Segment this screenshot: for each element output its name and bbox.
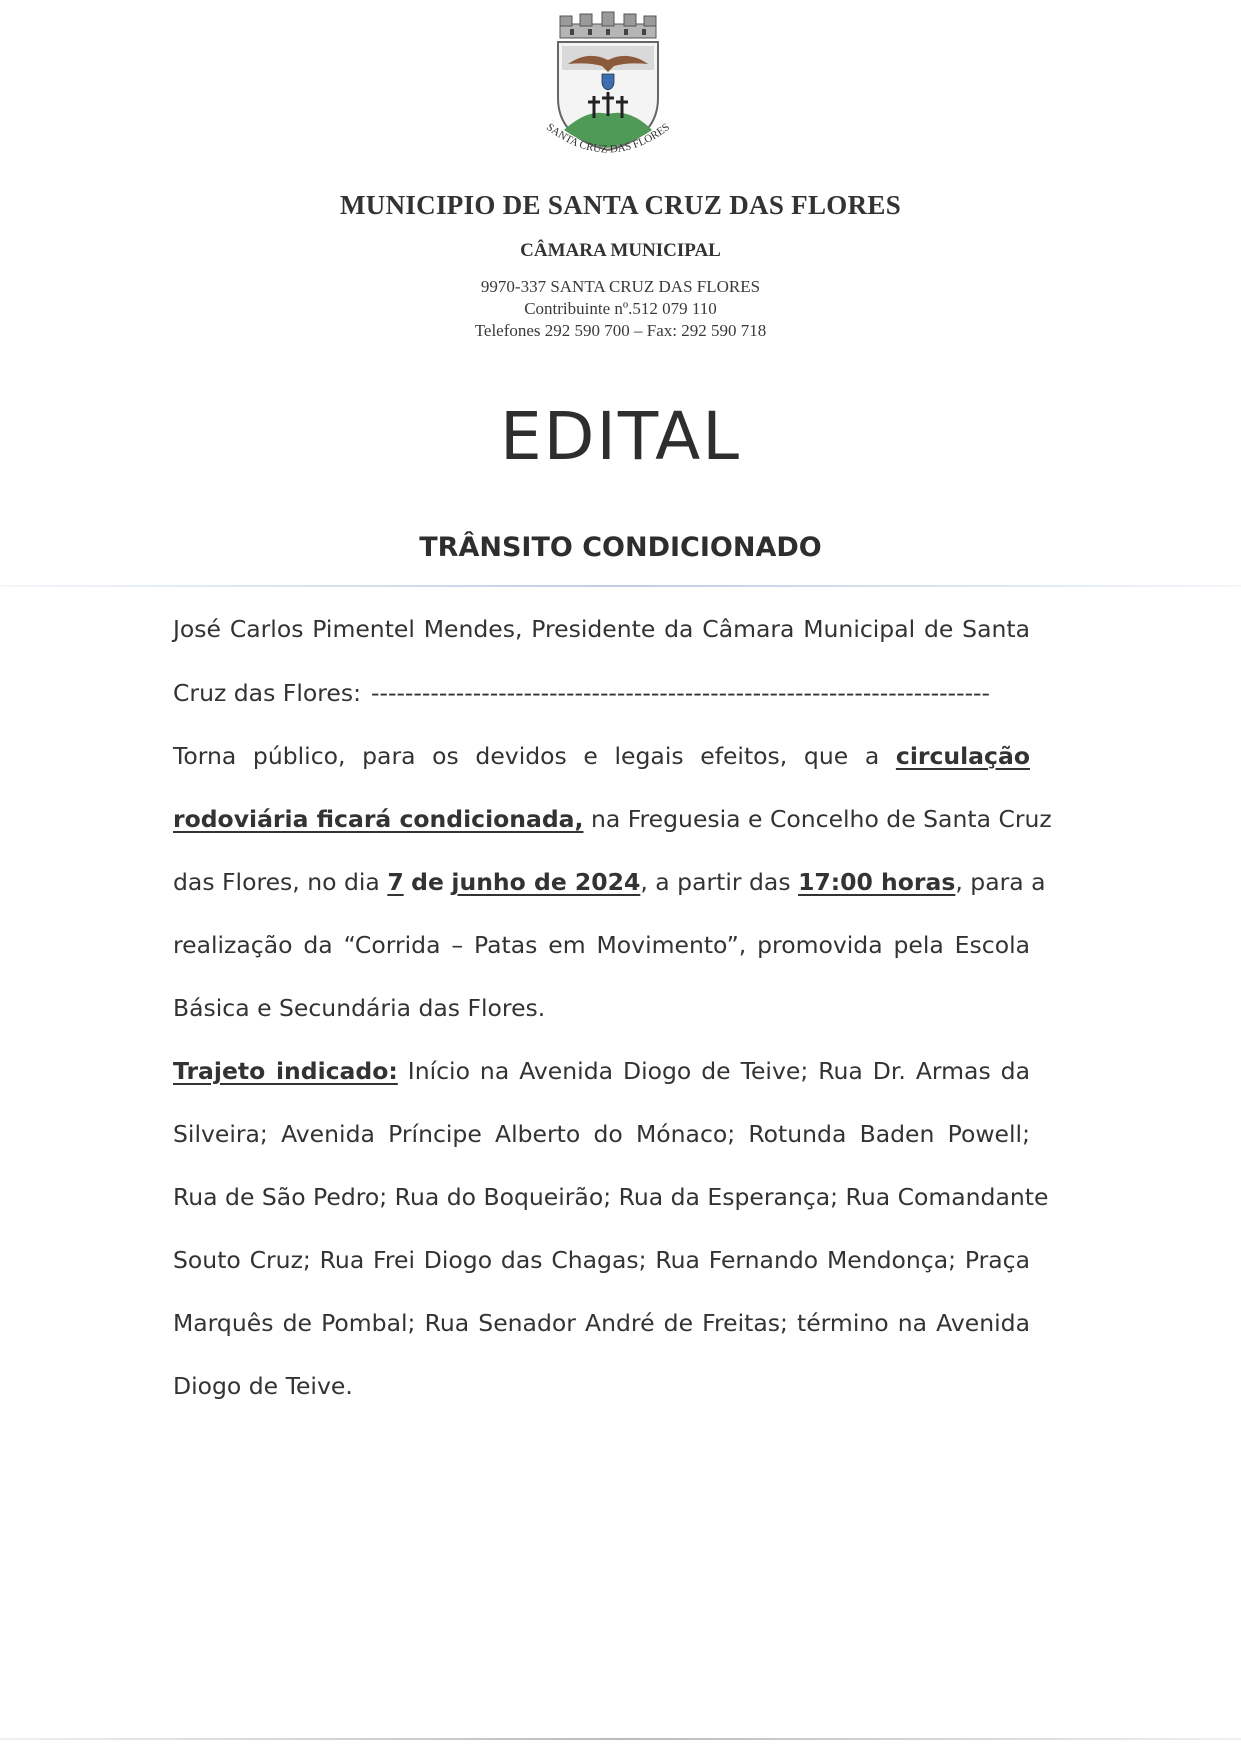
body-line [173, 802, 1052, 836]
crest-motto: SANTA CRUZ DAS FLORES [544, 121, 672, 156]
scan-divider [0, 585, 1241, 587]
body-line: realização da “Corrida – Patas em Movimento”, promovida pela Escola [173, 931, 1030, 959]
document-title: EDITAL [499, 398, 742, 475]
body-text: Cruz das Flores: [173, 679, 361, 707]
body-line: Silveira; Avenida Príncipe Alberto do Mónaco; Rotunda Baden Powell; [173, 1120, 1030, 1148]
body-line [173, 739, 1030, 773]
document-subtitle: TRÂNSITO CONDICIONADO [419, 532, 822, 563]
body-text: na Freguesia e Concelho de Santa Cruz [590, 805, 1052, 833]
body-line [173, 865, 1046, 899]
body-line [173, 1054, 1030, 1088]
route-label: Trajeto indicado: [173, 1057, 398, 1085]
address-line: 9970-337 SANTA CRUZ DAS FLORES [480, 277, 761, 296]
event-date: junho de 2024 [451, 868, 641, 896]
taxpayer-number: Contribuinte nº.512 079 110 [524, 299, 717, 318]
body-line: Souto Cruz; Rua Frei Diogo das Chagas; Rua Fernando Mendonça; Praça [173, 1246, 1030, 1274]
body-line: Básica e Secundária das Flores. [173, 994, 546, 1022]
body-text: das Flores, no dia [173, 868, 380, 896]
event-time: 17:00 horas [798, 868, 956, 896]
scan-edge-line [0, 1738, 1241, 1740]
body-line: Diogo de Teive. [173, 1372, 353, 1400]
body-text: , a partir das [640, 868, 791, 896]
body-text: , para a [955, 868, 1046, 896]
body-text: Torna público, para os devidos e legais efeitos, que a [173, 742, 880, 770]
municipality-name: MUNICIPIO DE SANTA CRUZ DAS FLORES [339, 190, 902, 220]
body-line [173, 676, 1030, 710]
emphasis-text: rodoviária ficará condicionada, [173, 805, 584, 833]
phone-fax-line: Telefones 292 590 700 – Fax: 292 590 718 [474, 321, 767, 340]
municipal-crest-logo [508, 10, 708, 170]
event-day: 7 [387, 868, 404, 896]
body-text: Início na Avenida Diogo de Teive; Rua Dr. Armas da [407, 1057, 1030, 1085]
dash-filler: ------------------------------------------------------------------------- [371, 679, 991, 707]
body-line: Rua de São Pedro; Rua do Boqueirão; Rua da Esperança; Rua Comandante [173, 1183, 1049, 1211]
emphasis-text: circulação [895, 742, 1030, 770]
council-name: CÂMARA MUNICIPAL [520, 240, 721, 261]
body-text: de [411, 868, 444, 896]
body-line: Marquês de Pombal; Rua Senador André de Freitas; término na Avenida [173, 1309, 1030, 1337]
body-line: José Carlos Pimentel Mendes, Presidente da Câmara Municipal de Santa [173, 615, 1030, 643]
